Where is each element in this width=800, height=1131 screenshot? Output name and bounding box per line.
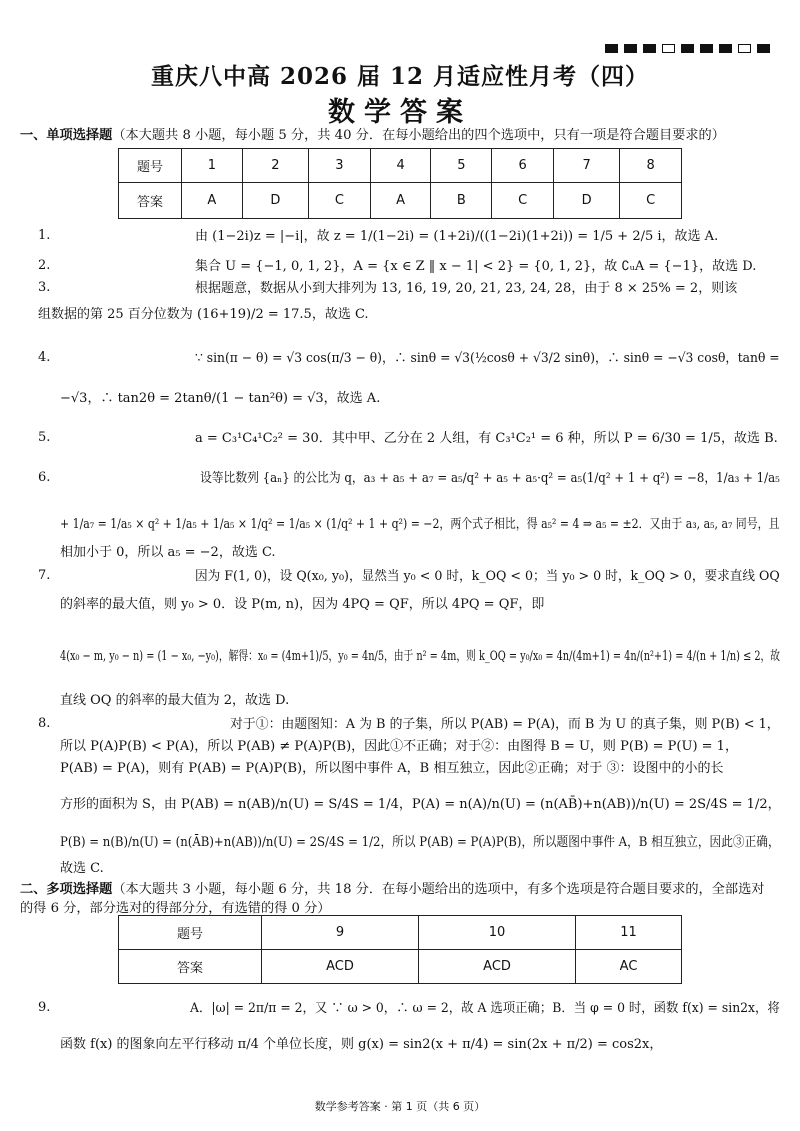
solution-q6-line1: 设等比数列 {aₙ} 的公比为 q，a₃ + a₅ + a₇ = a₅/q² + a₅ + a₅·q² = a₅(1/q² + 1 + q²) = −8，1/a₃ + 1/a₅ — [200, 471, 780, 486]
answer-cell: D — [242, 183, 308, 219]
page-title: 重庆八中高 2026 届 12 月适应性月考（四） — [150, 63, 650, 90]
solution-q8-line5: P(B) = n(B)/n(U) = (n(ĀB)+n(AB))/n(U) = 2S/4S = 1/2，所以 P(AB) = P(A)P(B)，所以题图中事件 A，B 相互独立，因此③正确， — [60, 835, 780, 850]
question-number-label: 6. — [38, 470, 51, 485]
answer-cell: A — [182, 183, 243, 219]
section1-title: 一、单项选择题 — [20, 128, 113, 143]
question-number-label: 1. — [38, 228, 51, 243]
section1-note: （本大题共 8 小题，每小题 5 分，共 40 分．在每小题给出的四个选项中，只有一项是符合题目要求的） — [112, 128, 725, 143]
mark-filled — [605, 44, 618, 53]
answer-cell: ACD — [262, 950, 419, 984]
question-number-label: 5. — [38, 430, 51, 445]
question-number: 10 — [419, 916, 576, 950]
solution-q6-line3: 相加小于 0，所以 a₅ = −2，故选 C. — [60, 545, 276, 560]
question-number: 8 — [620, 149, 682, 183]
mark-filled — [624, 44, 637, 53]
section1-answer-table — [118, 148, 682, 219]
solution-q9-line1: A．|ω| = 2π/π = 2，又 ∵ ω > 0，∴ ω = 2，故 A 选项正确；B．当 φ = 0 时，函数 f(x) = sin2x，将 — [190, 1001, 780, 1016]
row-label: 答案 — [119, 183, 182, 219]
mark-filled — [719, 44, 732, 53]
mark-filled — [757, 44, 770, 53]
mark-open — [662, 44, 675, 53]
solution-q2: 集合 U = {−1, 0, 1, 2}，A = {x ∈ Z ‖ x − 1| < 2} = {0, 1, 2}，故 ∁ᵤA = {−1}，故选 D. — [195, 259, 757, 274]
solution-q7-line4: 直线 OQ 的斜率的最大值为 2，故选 D. — [60, 693, 290, 708]
question-number: 11 — [576, 916, 682, 950]
question-number-label: 7. — [38, 568, 51, 583]
solution-q3-line1: 根据题意，数据从小到大排列为 13, 16, 19, 20, 21, 23, 24, 28，由于 8 × 25% = 2，则该 — [195, 281, 738, 296]
table-row-answers — [119, 950, 682, 984]
mark-filled — [700, 44, 713, 53]
solution-q6-line2: + 1/a₇ = 1/a₅ × q² + 1/a₅ + 1/a₅ × 1/q² = 1/a₅ × (1/q² + 1 + q²) = −2，两个式子相比，得 a₅² = 4 ⇒ a₅ = ±2．又由于 a₃, a₅, a₇ 同号，且 — [60, 517, 780, 532]
question-number: 2 — [242, 149, 308, 183]
solution-q7-line1: 因为 F(1, 0)，设 Q(x₀, y₀)，显然当 y₀ < 0 时，k_OQ < 0；当 y₀ > 0 时，k_OQ > 0，要求直线 OQ — [195, 569, 780, 584]
solution-q8-line6: 故选 C. — [60, 861, 104, 876]
answer-cell: C — [492, 183, 554, 219]
solution-q8-line2: 所以 P(A)P(B) < P(A)，所以 P(AB) ≠ P(A)P(B)，因此①不正确；对于②：由图得 B = U，则 P(B) = P(U) = 1， — [60, 739, 738, 754]
solution-q8-line3: P(AB) = P(A)，则有 P(AB) = P(A)P(B)，所以图中事件 A，B 相互独立，因此②正确；对于 ③：设图中的小的长 — [60, 761, 724, 776]
solution-q5: a = C₃¹C₄¹C₂² = 30．其中甲、乙分在 2 人组，有 C₃¹C₂¹ = 6 种，所以 P = 6/30 = 1/5，故选 B. — [195, 431, 778, 446]
solution-q4-line1: ∵ sin(π − θ) = √3 cos(π/3 − θ)，∴ sinθ = √3(½cosθ + √3/2 sinθ)，∴ sinθ = −√3 cosθ，tanθ = — [195, 351, 780, 366]
mark-filled — [681, 44, 694, 53]
solution-q9-line2: 函数 f(x) 的图象向左平行移动 π/4 个单位长度，则 g(x) = sin2(x + π/4) = sin(2x + π/2) = cos2x， — [60, 1037, 663, 1052]
answer-cell: ACD — [419, 950, 576, 984]
question-number-label: 2. — [38, 258, 51, 273]
solution-q4-line2: −√3，∴ tan2θ = 2tanθ/(1 − tan²θ) = √3，故选 A. — [60, 391, 381, 406]
question-number-label: 3. — [38, 280, 51, 295]
table-row-answers — [119, 183, 682, 219]
question-number: 9 — [262, 916, 419, 950]
table-row-numbers — [119, 149, 682, 183]
solution-q7-line2: 的斜率的最大值，则 y₀ > 0．设 P(m, n)，因为 4PQ = QF，所以 4PQ = QF，即 — [60, 597, 545, 612]
solution-q3-line2: 组数据的第 25 百分位数为 (16+19)/2 = 17.5，故选 C. — [38, 307, 369, 322]
question-number: 5 — [431, 149, 492, 183]
section2-note: （本大题共 3 小题，每小题 6 分，共 18 分．在每小题给出的选项中，有多个选项是符合题目要求的，全部选对的得 6 分，部分选对的得部分分，有选错的得 0 分） — [20, 882, 765, 916]
section2-heading — [20, 880, 774, 918]
question-number-label: 8. — [38, 716, 51, 731]
answer-cell: C — [309, 183, 371, 219]
section2-title: 二、多项选择题 — [20, 882, 113, 897]
row-label: 题号 — [119, 916, 262, 950]
question-number: 6 — [492, 149, 554, 183]
row-label: 题号 — [119, 149, 182, 183]
mark-filled — [643, 44, 656, 53]
answer-cell: B — [431, 183, 492, 219]
table-row-numbers — [119, 916, 682, 950]
solution-q1: 由 (1−2i)z = |−i|，故 z = 1/(1−2i) = (1+2i)/((1−2i)(1+2i)) = 1/5 + 2/5 i，故选 A. — [195, 229, 719, 244]
mark-open — [738, 44, 751, 53]
registration-marks — [605, 44, 770, 53]
solution-q7-line3: 4(x₀ − m, y₀ − n) = (1 − x₀, −y₀)，解得：x₀ = (4m+1)/5，y₀ = 4n/5，由于 n² = 4m，则 k_OQ = y₀/x₀ = 4n/(4m+1) = 4n/(n²+1) = 4/(n + 1/n) ≤ 2，故 — [60, 649, 781, 664]
solution-q8-line1: 对于①：由题图知：A 为 B 的子集，所以 P(AB) = P(A)，而 B 为 U 的真子集，则 P(B) < 1， — [230, 717, 780, 732]
answer-cell: C — [620, 183, 682, 219]
question-number: 4 — [370, 149, 431, 183]
question-number: 3 — [309, 149, 371, 183]
answer-cell: A — [370, 183, 431, 219]
question-number-label: 4. — [38, 350, 51, 365]
question-number: 1 — [182, 149, 243, 183]
section2-answer-table — [118, 915, 682, 984]
page-subtitle: 数学答案 — [328, 97, 472, 128]
row-label: 答案 — [119, 950, 262, 984]
answer-cell: AC — [576, 950, 682, 984]
question-number: 7 — [553, 149, 619, 183]
question-number-label: 9. — [38, 1000, 51, 1015]
section1-heading — [20, 126, 774, 145]
solution-q8-line4: 方形的面积为 S，由 P(AB) = n(AB)/n(U) = S/4S = 1/4，P(A) = n(A)/n(U) = (n(AB̄)+n(AB))/n(U) = 2S/4S = 1/2， — [60, 797, 781, 812]
page-footer: 数学参考答案 · 第 1 页（共 6 页） — [314, 1100, 486, 1113]
answer-cell: D — [553, 183, 619, 219]
